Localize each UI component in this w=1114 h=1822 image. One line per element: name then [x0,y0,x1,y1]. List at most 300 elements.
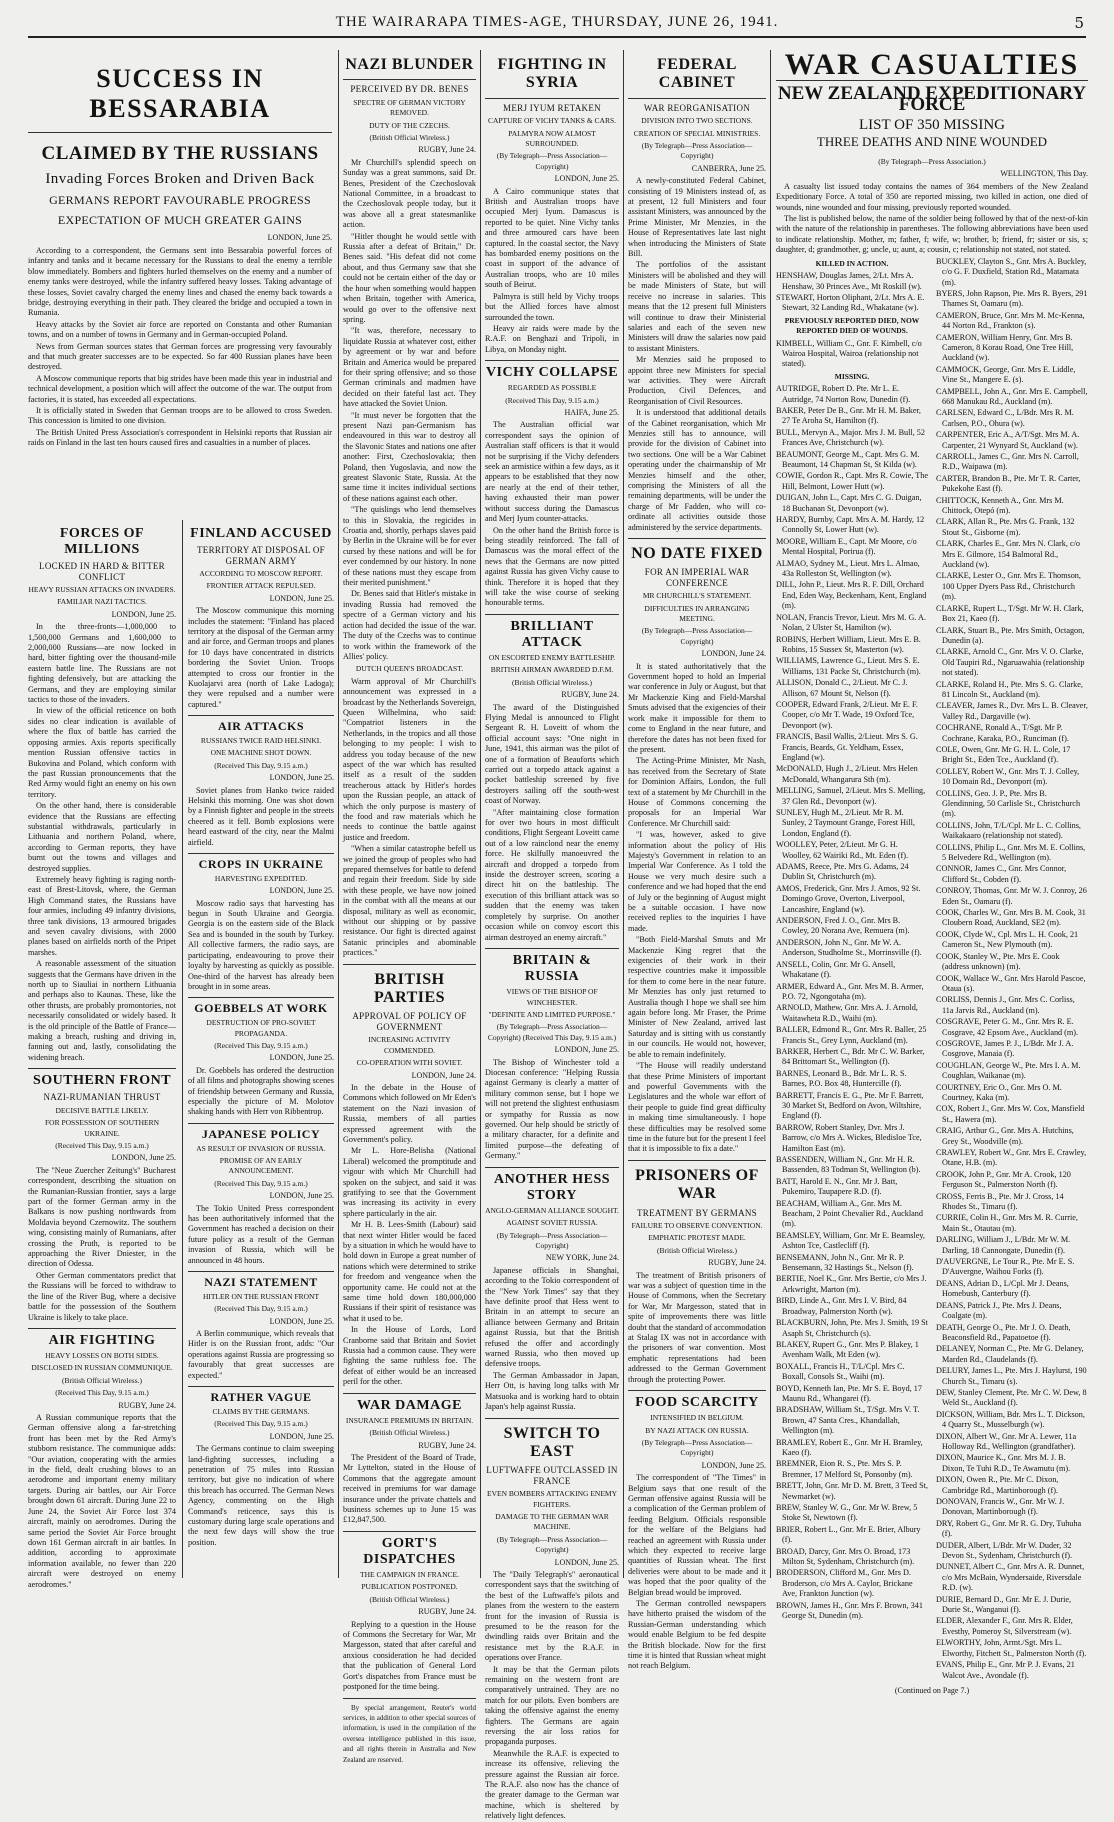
list-item: CLARKE, Roland H., Pte. Mrs S. G. Clarke, 81 Lincoln St., Auckland (m). [936,679,1083,699]
subheadline: CO-OPERATION WITH SOVIET. [356,1058,463,1068]
divider [485,614,619,615]
divider [343,79,476,80]
subheadline: INTENSIFIED IN BELGIUM. [650,1413,744,1423]
paragraph: Heavy air raids were made by the R.A.F. on Benghazi and Tripoli, in Libya, on Monday night. [485,323,619,354]
list-item: DELANEY, Norman C., Pte. Mr G. Delaney, Marden Rd., Claudelands (f). [936,1344,1084,1364]
paragraph: Mr Menzies said he proposed to appoint three new Ministers for special war activities. They were Aircraft Production, Civil Defences, and Reorganisation of Civil Resources. [628,355,766,406]
received-note: (Received This Day, 9.15 a.m.) [214,1304,308,1314]
paragraph: The Tokio United Press correspondent has been authoritatively informed that the Government has reached a decision on their future policy as a result of the German invasion of Russia, which will be announced in 48 hours. [188,1203,334,1265]
casualty-column-left [776,257,928,1682]
paragraph: "It must never be forgotten that the present Nazi pan-Germanism has endeavoured in this war to destroy all the Slavonic States and nations one after another: First, Czechoslovakia; then Poland, then Yugoslavia, and now the greatest Slavonic State, Russia. At the same time it incites individual sections of these nations against each other. [343,410,476,503]
subheadline: DAMAGE TO THE GERMAN WAR MACHINE. [495,1511,609,1532]
paragraph: In the three-fronts—1,000,000 to 1,500,000 Germans and 1,600,000 to 2,000,000 Russians—are now locked in hard, bitter fighting over the thousand-mile eastern battle line. The Russians are not fighting defensively, but are attacking the Germans, and they are employing similar tactics to those of the invaders. [28,622,176,705]
list-item: DONOVAN, Francis W., Gnr. Mr W. J. Donovan, Martinborough (f). [936,1497,1065,1517]
list-item: COOK, Clyde W., Cpl. Mrs L. H. Cook, 21 Cameron St., New Plymouth (m). [936,929,1079,950]
paragraph: The portfolios of the assistant Ministers will be abolished and they will be made Ministers of State, but will receive no increase in salaries. This means that the 12 present full Ministers will continue to draw their Ministerial salaries and each of the seven new Ministers will draw the salaries now paid to assistant Ministers. [628,260,766,353]
list-item: CLARKE, Rupert L., T/Sgt. Mr W. H. Clark, Box 21, Kaeo (f). [936,603,1084,624]
masthead [28,10,1086,38]
dateline: LONDON, June 25. [267,233,332,243]
subheadline: NAZI-RUMANIAN THRUST [43,1092,161,1103]
list-item: BRAMLEY, Robert E., Gnr. Mr H. Bramley, Kaeo (f). [776,1437,923,1457]
list-item: COWIE, Gordon R., Capt. Mrs R. Cowie, The Hill, Belmont, Lower Hutt (w). [776,471,928,491]
paragraph: The President of the Board of Trade, Mr Lyttelton, stated in the House of Commons that the aggregate amount received in premiums for war damage insurance under the private chattels and business schemes up to June 15 was £12,847,500. [343,1453,476,1525]
received-note: (British Official Wireless.) [656,1245,738,1255]
column-1-lower [28,522,176,1589]
subheadline: INCREASING ACTIVITY COMMENDED. [368,1035,451,1055]
list-item: BREMNER, Eion R. S., Pte. Mrs S. P. Bremner, 17 Melford St, Ponsonby (m). [776,1459,913,1479]
paragraph: News from German sources states that German forces are progressing very favourably and that much greater successes are to be expected. So far 400 Russian planes have been destroyed. [28,341,332,372]
list-item: BROAD, Darcy, Gnr. Mrs O. Broad, 173 Milton St, Sydenham, Christchurch (m). [776,1546,915,1567]
paragraph: "I was, however, asked to give information about the policy of His Majesty's Government in relation to an Imperial War Conference. As I told the House we very much desire such a conference and we had hoped that the end of July or the beginning of August might be a suitable occasion. I have now received replies to the inquiries I have made. [628,830,766,933]
paragraph: Mr H. B. Lees-Smith (Labour) said that next winter Hitler would be faced by a situation in which he would have to hold down in Europe a great number of nations which were determined to strike for freedom and vengeance when the opportunity came. He could not at the same time hold down 180,000,000 Russians if their spirit of resistance was what it used to be. [343,1220,476,1323]
divider [188,853,334,854]
subheadline: DISCLOSED IN RUSSIAN COMMUNIQUE. [31,1363,173,1373]
received-note: (British Official Wireless.) [369,133,450,143]
headline: PRISONERS OF WAR [635,1166,759,1203]
received-note: (By Telegraph—Press Association—Copyright) [641,626,753,646]
list-item: CHITTOCK, Kenneth A., Gnr. Mrs M. Chittock, Otepó (m). [936,495,1064,516]
received-note: (Received This Day, 9.15 a.m.) [55,1388,149,1398]
paragraph: The "Neue Zuercher Zeitung's" Bucharest correspondent, describing the situation on the Rumanian-Russian frontier, says a large part of the former German army in the Balkans is now pushing northwards from Moldavia beyond Czernowitz. The southern wing, consisting mainly of Rumanians, after crossing the Pruth, is reported to be approaching the River Dniester, in the direction of Odessa. [28,1165,176,1269]
paragraph: It is officially stated in Sweden that German troops are to be allowed to cross Sweden. This concession is limited to one division. [28,405,332,426]
paragraph: The list is published below, the name of the soldier being followed by that of the next-of-kin with the nature of the relationship in parentheses. The following abbreviations have been used to indicate relationship. Mother, m; father, f; wife, w; brother, b; friend, fr; sister or sis, s; daughter, d; grandmother, g; uncle, u; aunt, a; cousin, c; relationship not stated, not stated. [776,214,1088,255]
divider [188,1271,334,1272]
list-item: COSGRAVE, Peter G. M., Gnr. Mrs R. E. Cosgrave, 42 Epsom Ave., Auckland (m). [936,1017,1079,1037]
received-note: (Received This Day, 9.15 a.m.) [505,395,599,405]
list-item: BUCKLEY, Clayton S., Gnr. Mrs A. Buckley, c/o G. F. Duxfield, Station Rd., Matamata (m). [936,256,1087,287]
list-item: ELDER, Alexander F., Gnr. Mrs R. Elder, Evesthy, Pomeroy St, Silverstream (w). [936,1616,1073,1636]
list-item: EVANS, Philip E., Gnr. Mr P. J. Evans, 21 Walcot Ave., Avondale (f). [936,1660,1075,1680]
newspaper-title: THE WAIRARAPA TIMES-AGE, THURSDAY, JUNE 26, 1941. [335,14,779,30]
list-item: BRODERSON, Clifford M., Gnr. Mrs D. Broderson, c/o Mrs A. Caylor, Brickane Ave, Frankton Junction (w). [776,1568,913,1599]
subheadline: THREE DEATHS AND NINE WOUNDED [816,133,1048,149]
list-item: CURRIE, Colin H., Gnr. Mrs M. R. Currie, Main St., Otautau (m). [936,1213,1078,1233]
headline: SUCCESS IN BESSARABIA [89,64,271,123]
section-heading: KILLED IN ACTION. [815,258,889,268]
list-item: ANSELL, Colin, Gnr. Mr G. Ansell, Whakatane (f). [776,959,896,980]
divider [628,98,766,99]
list-item: BEAMSLEY, William, Gnr. Mr E. Beamsley, Ashton Tce, Castlecliff (f). [776,1230,925,1251]
subheadline: FAILURE TO OBSERVE CONVENTION. [631,1220,763,1230]
list-item: BOXALL, Francis H., T/L/Cpl. Mrs C. Boxall, Consols St., Waihi (m). [776,1361,905,1382]
list-item: BENSEMANN, John N., Gnr. Mr R. P. Bensemann, 32 Hastings St., Nelson (f). [776,1252,914,1273]
subheadline: SPECTRE OF GERMAN VICTORY REMOVED. [353,97,466,118]
list-item: D'AUVERGNE, Le Tour R., Pte. Mr E. S. D'Auvergne, Waihou Forks (f). [936,1257,1075,1277]
list-item: NOLAN, Francis Trevor, Lieut. Mrs M. G. A. Nolan, 2 Ulster St, Hamilton (w). [776,612,926,633]
paragraph: Other German commentators predict that the Russians will be forced to withdraw to the line of the River Bug, where a decisive battle for the possession of the Southern Ukraine is likely to take place. [28,1270,176,1322]
paragraph: In the House of Lords, Lord Cranborne said that Britain and Soviet Russia had a common cause. They were fighting the same ruthless foe. The defeat of either would be an increased peril for the other. [343,1325,476,1387]
subheadline: FRONTIER ATTACK REPULSED. [206,581,316,591]
subheadline: ON ESCORTED ENEMY BATTLESHIP. [488,652,616,662]
subheadline: DUTCH QUEEN'S BROADCAST. [355,664,464,674]
received-note: (Received This Day, 9.15 a.m.) [214,1419,308,1429]
copyright-footnote: By special arrangement, Reuter's world services, in addition to other special sources of information, is used in the compilation of the oversea intelligence published in this issue, and all rights therein in Australia and New Zealand are reserved. [343,1703,476,1764]
dateline: LONDON, June 25. [701,1460,766,1470]
list-item: ANDERSON, Fred J. O., Gnr. Mrs B. Cowley, 20 Norana Ave, Remuera (m). [776,916,910,936]
paragraph: Soviet planes from Hanko twice raided Helsinki this morning. One was shot down by a Finnish fighter and people in the streets cheered as it fell. Bomb explosions were heard eastward of the city, near the Malmi airfield. [188,785,334,847]
dateline: LONDON, June 25. [269,1316,334,1326]
list-item: HARDY, Burnby, Capt. Mrs A. M. Hardy, 12 Connolly St, Lower Hutt (w). [776,515,925,535]
dateline: LONDON, June 24. [701,649,766,659]
column-nazi-blunder [343,50,476,1764]
list-item: CAMERON, Bruce, Gnr. Mrs M. Mc-Kenna, 44 Norton Rd., Frankton (s). [936,310,1085,331]
subheadline: "DEFINITE AND LIMITED PURPOSE." [488,1009,616,1019]
subheadline: CAPTURE OF VICHY TANKS & CARS. [487,116,617,126]
subheadline: DIFFICULTIES IN ARRANGING MEETING. [644,603,750,624]
paragraph: It is understood that additional details of the Cabinet reorganisation, which Mr Menzies still has to announce, will provide for the division of Cabinet into two sections. One will be a War Cabinet operating under the chairmanship of Mr Menzies himself and the other, comprising the Ministers of all the remaining departments, will be under the charge of Mr Fadden, who will co-ordinate all activities outside those administered by the service departments. [628,408,766,532]
dateline: RUGBY, June 24. [708,1258,766,1268]
received-note: (Received This Day, 9.15 a.m.) [214,760,308,770]
received-note: (By Telegraph—Press Association—Copyright) [496,1230,608,1250]
paragraph: A Moscow communique reports that big strides have been made this year in industrial and technical development, a position which will affect the outcome of the war. The output from factories, it is stated, has exceeded all expectations. [28,373,332,404]
list-item: BRADSHAW, William St., T/Sgt. Mrs V. T. Brown, 47 Santa Cres., Khandallah, Wellington (m). [776,1405,920,1436]
list-item: SUNLEY, Hugh M., 2/Lieut. Mr R. M. Sunley, 2 Taymount Grange, Forest Hill, London, England (f). [776,808,915,838]
continued-note: (Continued on Page 7.) [894,1685,970,1695]
list-item: BARNES, Leonard B., Bdr. Mr L. R. S. Barnes, P.O. Box 48, Huntercille (f). [776,1068,907,1089]
paragraph: The Bishop of Winchester told a Diocesan conference: "Helping Russia against Germany is clearly a matter of military common sense, but I hope we will not pretend the slightest enthusiasm or sympathy for Russia as now governed. Our help should be strictly of a military character, for a definite and limited purpose—the defeating of Germany." [485,1057,619,1161]
paragraph: Replying to a question in the House of Commons the Secretary for War, Mr Margesson, stated that after careful and anxious consideration he had decided that the publication of General Lord Gort's dispatches from France must be postponed for the time being. [343,1619,476,1692]
divider [485,948,619,949]
dateline: LONDON, June 25. [554,1557,619,1567]
subheadline: FOR AN IMPERIAL WAR CONFERENCE [644,567,750,588]
list-item: AMOS, Frederick, Gnr. Mrs J. Amos, 92 St. Domingo Grove, Overton, Liverpool, Lancashire, England (w). [776,883,921,914]
paragraph: The British United Press Association's correspondent in Helsinki reports that Russian air raids on Finland in the last ten hours caused fires and casualties in a number of places. [28,427,332,448]
received-note: (By Telegraph—Press Association—Copyright) [496,151,608,171]
subheadline: VIEWS OF THE BISHOP OF WINCHESTER. [506,987,598,1007]
divider [628,1390,766,1391]
subheadline: TERRITORY AT DISPOSAL OF GERMAN ARMY [197,545,325,566]
list-item: CAMPBELL, John A., Gnr. Mrs E. Campbell, 668 Manukau Rd., Auckland (m). [936,386,1088,406]
headline: FINLAND ACCUSED [190,526,332,541]
list-item: DUNNET, Albert C., Gnr. Mrs A. R. Dunnet, c/o Mrs McBain, Wyndersaide, Riversdale R.D. (w). [936,1562,1085,1593]
list-item: DEW, Stanley Clement, Pte. Mr C. W. Dew, 8 Weld St., Auckland (f). [936,1387,1087,1408]
list-item: BLACKBURN, John, Pte. Mrs J. Smith, 19 St Asaph St, Christchurch (s). [776,1318,928,1338]
headline: SWITCH TO EAST [503,1424,601,1460]
list-item: DIXON, Albert W., Gnr. Mr A. Lewer, 11a Holloway Rd., Wellington (grandfather). [936,1431,1077,1451]
subheadline: HEAVY RUSSIAN ATTACKS ON INVADERS. [28,585,176,594]
paragraph: Mr L. Hore-Belisha (National Liberal) welcomed the promptitude and vigour with which Mr Churchill had spoken on the subject, and said it was gratifying to see that the Government was increasing its activity in every sphere particularly in the air. [343,1146,476,1218]
subheadline: HARVESTING EXPEDITED. [214,873,308,883]
dateline: RUGBY, June 24. [418,1607,476,1617]
list-item: CARLSEN, Edward C., L/Bdr. Mrs R. M. Carlsen, P.O., Ohura (w). [936,408,1074,428]
headline: GOEBBELS AT WORK [194,1001,328,1016]
list-item: AUTRIDGE, Robert D. Pte. Mr L. E. Autridge, 74 Norton Row, Dunedin (f). [776,384,911,404]
column-rule [623,50,624,1578]
paragraph: The German controlled newspapers have hitherto praised the wisdom of the Russian-German understanding which would enable Belgium to be fed despite the British blockade. Now for the first time it is hinted that Russian wheat might not reach Belgium. [628,1599,766,1671]
list-item: BEACHAM, William A., Gnr. Mrs M. Beacham, 2 Point Chevalier Rd., Auckland (m). [776,1198,923,1229]
headline: BRITISH PARTIES [373,970,446,1007]
paragraph: A casualty list issued today contains the names of 364 members of the New Zealand Expeditionary Force. A total of 350 are reported missing, two killed in action, one died of wounds, nine wounded and four missing, previously reported wounded. [776,181,1088,212]
list-item: BULL, Mervyn A., Major. Mrs J. M. Bull, 52 Frances Ave, Christchurch (w). [776,427,925,448]
subheadline: TREATMENT BY GERMANS [636,1207,757,1218]
list-item: ANDERSON, John N., Gnr. Mr W. A. Anderson, Studholme St., Morrinsville (f). [776,937,922,958]
paragraph: In view of the official reticence on both sides no clear indication is available of where the flux of battle has carried the opposing armies. Axis reports specifically mention Russian offensive tactics in Bukovina and Poland, which conform with the past Russian pronouncements that the Red Army would fight an enemy on his own territory. [28,706,176,799]
list-item: COLLINS, Geo. J. P., Pte. Mrs B. Glendinning, 50 Carlisle St., Christchurch (m). [936,788,1081,819]
divider [28,1328,176,1329]
list-item: COLLINS, Philip L., Gnr. Mrs M. E. Collins, 5 Belvedere Rd., Wellington (m). [936,842,1086,863]
dateline: LONDON, June 25. [554,174,619,184]
divider [485,1167,619,1168]
list-item: KIMBELL, William C., Gnr. F. Kimbell, c/o Wairoa Hospital, Wairoa (relationship not stated). [776,338,922,369]
paragraph: "It was, therefore, necessary to liquidate Russia at whatever cost, either by agreement or by war and before Britain and America would be prepared for their spring offensive; and so those German criminals and madmen have decided on their fateful last act. They have attacked the Soviet Union. [343,326,476,409]
dateline: LONDON, June 24. [411,1070,476,1080]
paragraph: Dr. Benes said that Hitler's mistake in invading Russia had removed the spectre of a German victory and his action had decided the issue of the war. The duty of the Czechs was to continue to work within the framework of the Allies' policy. [343,589,476,661]
received-note: (By Telegraph—Press Association.) [878,157,986,167]
subheadline: HITLER ON THE RUSSIAN FRONT [202,1291,320,1301]
paragraph: The Moscow communique this morning includes the statement: "Finland has placed territory at the disposal of the German army and air force, and German troops and planes for 10 days have concentrated in districts bordering the Soviet Union. Troops attempted to cross our frontier in the Kuolajarvi area (north of Lake Ladoga); they were repulsed and a number were captured." [188,606,334,709]
list-item: COOK, Wallace W., Gnr. Mrs Harold Pascoe, Otaua (s). [936,973,1086,993]
list-item: DURIE, Bernard D., Gnr. Mr E. J. Durie, Durie St., Wanganui (f). [936,1594,1072,1615]
list-item: WILLIAMS, Lawrence G., Lieut. Mrs S. E. Williams, 131 Packe St, Christchurch (m). [776,656,921,676]
subheadline: WAR REORGANISATION [643,102,751,113]
list-item: COLE, Owen, Gnr. Mr G. H. L. Cole, 17 Bright St., Eden Tce., Auckland (f). [936,744,1071,765]
subheadline: ONE MACHINE SHOT DOWN. [210,748,312,758]
list-item: CARPENTER, Eric A., A/T/Sgt. Mrs M. A. Carpenter, 21 Wynyard St, Auckland (w). [936,430,1080,450]
subheadline: THE CAMPAIGN IN FRANCE. [360,1570,459,1580]
divider [343,964,476,965]
paragraph: A Russian communique reports that the German offensive along a far-stretching front has been met by the Red Army's stubborn resistance. The communique adds: "Our aviation, cooperating with the armies in the field, dealt crushing blows to an aerodrome and important enemy military targets. During air battles, our Air Force brought down 61 aircraft. During June 22 to June 24, the Soviet Air Force lost 374 aircraft, mainly on aerodromes. During the same period the Soviet Air Force brought down 161 German aircraft in air battles. In addition, according to approximate information available, no fewer than 220 aircraft were destroyed on enemy aerodromes." [28,1413,176,1589]
list-item: COURTNEY, Eric O., Gnr. Mrs O. M. Courtney, Kaka (m). [936,1082,1062,1102]
subheadline: EXPECTATION OF MUCH GREATER GAINS [57,212,303,227]
subheadline: PUBLICATION POSTPONED. [361,1582,458,1592]
paragraph: "The House will readily understand that these Prime Ministers of important and powerful Governments with the Legislatures and the whole war effort of their people to guide find great difficulty in making time simultaneously. I hope these difficulties may be resolved some time in the future but for the present I feel that it is impossible to fix a date." [628,1061,766,1154]
paragraph: Warm approval of Mr Churchill's announcement was expressed in a broadcast by the Netherlands Sovereign, Queen Wilhelmina, who said: "Compatriot listeners in the Netherlands, in the tropics and all those belonging to my people: I wish to address you today because of the new aspect of the war which has resulted itself as a result of the sudden treacherous attack by Hitler's hordes upon the Russian people, an attack of which the only purpose is mastery of the food and raw materials which he needs to continue the battle against justice and freedom. [343,676,476,842]
subheadline: HEAVY LOSSES ON BOTH SIDES. [45,1351,159,1360]
casualty-column-right [936,257,1088,1682]
list-item: BREW, Stanley W. G., Gnr. Mr W. Brew, 5 Stoke St, Newtown (f). [776,1503,918,1523]
received-note: (By Telegraph—Press Association—Copyright) [641,141,753,161]
received-note: (British Official Wireless.) [511,677,593,687]
list-item: MELLING, Samuel, 2/Lieut. Mrs S. Melling, 37 Glen Rd., Devonport (w). [776,786,926,806]
list-item: COCHRANE, Ronald A., T/Sgt. Mr P. Cochrane, Karaka, P.O., Runciman (f). [936,723,1069,743]
list-item: COLLINS, John, T/L/Cpl. Mr L. C. Collins, Waikakaaro (relationship not stated). [936,820,1081,841]
received-note: (By Telegraph—Press Association—Copyright) [641,1437,753,1458]
list-item: COOK, Charles W., Gnr. Mrs B. M. Cook, 31 Cloubern Road, Auckland, SE2 (m). [936,908,1086,928]
subheadline: CLAIMS BY THE GERMANS. [212,1406,310,1416]
list-item: CARTER, Brandon B., Pte. Mr T. R. Carter, Pukekohe East (f). [936,473,1081,494]
list-item: DELURY, James L., Pte. Mrs J. Haylurst, 190 Church St., Timaru (s). [936,1366,1087,1386]
received-note: (Received This Day, 9.15 a.m.) [214,1040,308,1050]
list-item: COOK, Stanley W., Pte. Mrs E. Cook (address unknown) (m). [936,951,1060,972]
dateline: LONDON, June 25. [269,1431,334,1441]
headline: AIR ATTACKS [217,719,305,734]
subheadline: AGAINST SOVIET RUSSIA. [506,1218,598,1228]
list-item: DEANS, Patrick J., Pte. Mrs J. Deans, Coalgate (m). [936,1300,1062,1321]
list-item: ALMAO, Sydney M., Lieut. Mrs L. Almao, 43a Rolleston St, Wellington (w). [776,558,920,579]
list-item: ADAMS, Reece, Pte. Mrs G. Adams, 24 Dublin St, Christchurch (m). [776,862,909,882]
list-item: BARKER, Herbert C., Bdr. Mr C. W. Barker, 84 Brittomart St., Wellington (f). [776,1046,925,1067]
paragraph: The German Ambassador in Japan, Herr Ott, is having long talks with Mr Matsuoka and is working hard to obtain Japan's help against Russia. [485,1370,619,1412]
subheadline: ACCORDING TO MOSCOW REPORT. [199,568,323,578]
list-item: DILL, John P., Lieut. Mrs R. F. Dill, Orchard End, Eden Way, Beckenham, Kent, England (m). [776,580,927,611]
paragraph: "The quislings who lend themselves to this in Slovakia, the regicides in Croatia and, shortly, perhaps slaves paid by Berlin in the Ukraine will be for ever cursed by these nations and will be for ever condemned by our history. In none of these nations must they escape from their merited punishment." [343,505,476,588]
divider [28,1068,176,1069]
list-item: DARLING, William J., L/Bdr. Mr W. M. Darling, 18 Cannongate, Dunedin (f). [936,1235,1071,1255]
list-item: ARMER, Edward A., Gnr. Mrs M. B. Armer, P.O. 72, Ngongotaha (m). [776,981,924,1001]
paragraph: A Cairo communique states that British and Australian troops have occupied Merj Iyum. Damascus is reported to be quiet. Nine Vichy tanks and three armoured cars have been captured. In the coastal sector, the Navy has bombarded enemy positions on the coast in support of the advance of Australian troops, who are 10 miles south of Beirut. [485,186,619,290]
paragraph: On the other hand, there is considerable evidence that the Russians are effecting substantial withdrawals, particularly in Lithuania and northern Poland, where, according to German reports, they have burnt out the towns and villages and destroyed supplies. [28,801,176,873]
headline: BRITAIN & RUSSIA [512,952,592,984]
received-note: (Received This Day, 9.15 a.m.) [214,1178,308,1188]
divider [485,360,619,361]
subheadline: AS RESULT OF INVASION OF RUSSIA. [196,1143,326,1153]
list-item: CLARK, Charles E., Gnr. Mrs N. Clark, c/o Mrs E. Gilmore, 154 Balmoral Rd., Auckland (w). [936,539,1080,570]
paragraph: Palmyra is still held by Vichy troops but the Allied forces have almost surrounded the town. [485,291,619,322]
paragraph: A Berlin communique, which reveals that Hitler is on the Russian front, adds: "Our operations against Russia are progressing so favourably that great successes are expected." [188,1329,334,1380]
divider [188,997,334,998]
dateline: RUGBY, June 24. [418,145,476,155]
received-note: (British Official Wireless.) [369,1428,450,1438]
divider [28,132,332,133]
received-note: (British Official Wireless.) [369,1594,450,1604]
paragraph: The correspondent of "The Times" in Belgium says that one result of the German offensive against Russia will be a complication of the German problem of feeding Belgium. Officials responsible for the welfare of the Belgians had reached an agreement with Russia under which they expected to receive large quantities of Russian wheat. The first deliveries were about to be made and it was hoped that the poor quality of the Belgian bread would be improved. [628,1473,766,1597]
list-item: DUIGAN, John L., Capt. Mrs C. G. Duigan, 18 Buchanan St, Devonport (w). [776,493,922,513]
list-item: CROOK, John P., Gnr. Mr A. Crook, 120 Ferguson St., Palmerston North (f). [936,1169,1071,1190]
paragraph: According to a correspondent, the Germans sent into Bessarabia powerful forces of infantry and tanks and it became necessary for the Russians to deal the enemy a terrible blow immediately. Bombers and fighters hurled themselves on the enemy and a number of enemy tanks were destroyed, while the infantry suffered heavy losses. Taking advantage of these losses, Soviet cavalry charged the enemy lines and chased the enemy back towards a bridge, destroying everything in their path. They cleared the bridge and occupied a town in Rumania. [28,245,332,318]
paragraph: The Germans continue to claim sweeping land-fighting successes, including a penetration of 75 miles into Russian territory, but give no indication of where this breach has occurred. The German News Agency, commenting on the High Command's reticence, says this is customary during large scale operations and the next few days will show the true position. [188,1444,334,1547]
paragraph: The treatment of British prisoners of war was a subject of question time in the House of Commons, when the Secretary for War, Mr Margesson, stated that in spite of improvements there was little doubt that the standard of accommodation at Stalag IX was not in accordance with the prisoners of war convention. Most emphatic representations had been addressed to the German Government through the protecting Power. [628,1270,767,1384]
list-item: CRAWLEY, Robert W., Gnr. Mrs E. Crawley, Otane, H.B. (m). [936,1148,1087,1168]
paragraph: The "Daily Telegraph's" aeronautical correspondent says that the switching of the best of the Luftwaffe's pilots and planes from the western to the eastern front for the invasion of Russia is presumed to be the reason for the dwindling raids over Britain and the resistance met by the R.A.F. in operations over France. [485,1569,619,1663]
list-item: CORLISS, Dennis J., Gnr. Mrs C. Corliss, 11a Jarvis Rd., Auckland (m). [936,995,1075,1015]
list-item: HENSHAW, Douglas James, 2/Lt. Mrs A. Henshaw, 30 Princes Ave., Mt Roskill (w). [776,271,922,291]
headline: BRILLIANT ATTACK [510,618,594,650]
divider [188,1123,334,1124]
paragraph: It is stated authoritatively that the Government hoped to hold an Imperial war conference in July or August, but that Mr Mackenzie King and Field-Marshal Smuts advised that the exigencies of their work make it impossible for them to come to England in the near future, and therefore the dates has not been fixed for the present. [628,661,766,754]
subheadline: PERCEIVED BY DR. BENES [350,84,469,95]
column-rule [182,520,183,1578]
list-item: COSGROVE, James P. J., L/Bdr. Mr J. A. Cosgrove, Manaia (f). [936,1038,1074,1059]
subheadline: GERMANS REPORT FAVOURABLE PROGRESS [49,192,311,207]
list-item: CLARKE, Arnold C., Gnr. Mrs V. O. Clarke, Old Taupiri Rd., Ngaruawahia (relationship not stated). [936,647,1085,678]
column-rule [480,50,481,1578]
subheadline: EMPHATIC PROTEST MADE. [648,1233,746,1243]
article-war-casualties [776,48,1088,1695]
dateline: NEW YORK, June 24. [545,1253,619,1263]
headline: CROPS IN UKRAINE [198,857,324,872]
received-note: (By Telegraph—Press Association—Copyright) (Received This Day, 9.15 a.m.) [487,1022,617,1042]
paragraph: The Acting-Prime Minister, Mr Nash, has received from the Secretary of State for Dominion Affairs, London, the full text of a statement by Mr Churchill in the House of Commons concerning the proposals for an Imperial War Conference. Mr Churchill said: [628,756,766,828]
list-item: COUGHLAN, George W., Pte. Mrs I. A. M. Coughlan, Waikanae (m). [936,1060,1081,1081]
list-item: BARROW, Robert Stanley, Dvr. Mrs J. Barrow, c/o Mrs A. Wickes, Bledisloe Tce, Hamilton East (m). [776,1122,922,1153]
column-rule [338,50,339,1578]
list-item: CLARK, Allan R., Pte. Mrs G. Frank, 132 Stout St., Gisborne (m). [936,517,1075,537]
headline: GORT'S DISPATCHES [363,1535,456,1567]
list-item: BARRETT, Francis E. G., Pte. Mr F. Barrett, 30 Market St, Bedford on Avon, Wiltshire, England (f). [776,1090,924,1121]
paragraph: On the other hand the British force is being steadily reinforced. The fall of Damascus was the moral effect of the news that the Germans are now pitted against Russia has given Vichy cause to think. Therefore it is hoped that they will take the wise course of seeking honourable terms. [485,525,619,608]
list-item: CLEAVER, James R., Dvr. Mrs L. B. Cleaver, Valley Rd., Dargaville (w). [936,701,1088,721]
subheadline: DIVISION INTO TWO SECTIONS. [641,116,753,126]
headline: NAZI BLUNDER [345,56,474,73]
list-item: BALLER, Edmond R., Gnr. Mrs R. Baller, 25 Francis St., Grey Lynn, Auckland (m). [776,1025,927,1045]
paragraph: "When a similar catastrophe befell us we joined the group of peoples who had prepared themselves for battle to defend and regain their freedom. Side by side with these people, we have now joined in the combat with all the means at our disposal, military as well as economic, without our shipping or by passive resistance. Our fight is directed against Satanic principles and abominable practices." [343,844,476,958]
dateline: LONDON, June 25. [554,1045,619,1055]
subheadline: PALMYRA NOW ALMOST SURROUNDED. [508,128,596,148]
list-item: STEWART, Horton Oliphant, 2/Lt. Mrs A. E. Stewart, 32 Landing Rd., Whakatane (w). [776,292,925,313]
dateline: HAIFA, June 25. [564,408,619,418]
subheadline: LIST OF 350 MISSING [859,117,1005,134]
list-item: BATT, Harold E. N., Gnr. Mr J. Batt, Pukemiro, Taupapere R.D. (f). [776,1176,898,1197]
list-item: WOOLLEY, Peter, 2/Lieut. Mr G. H. Woolley, 62 Wairiki Rd., Mt. Eden (f). [776,840,909,860]
subheadline: CLAIMED BY THE RUSSIANS [41,142,319,164]
list-item: CONROY, Thomas, Gnr. Mr W. J. Conroy, 26 Eden St., Oamaru (f). [936,886,1087,906]
divider [343,1698,476,1699]
list-item: CLARKE, Lester O., Gnr. Mrs E. Thomson, 100 Upper Dyers Pass Rd., Christchurch (m). [936,571,1081,602]
dateline: LONDON, June 25. [111,609,176,619]
paragraph: It may be that the German pilots remaining on the western front are comparatively untrained. They are no match for our pilots. Even bombers are taking the offensive against the enemy fighters. The Germans are again reversing the air loss ratios for propaganda purposes. [485,1664,619,1747]
headline: SOUTHERN FRONT [32,1073,172,1089]
subheadline: BRITISH AIRMAN AWARDED D.F.M. [490,665,614,675]
subheadline: APPROVAL OF POLICY OF GOVERNMENT [352,1011,467,1032]
received-note: (By Telegraph—Press Association—Copyright) [496,1534,608,1555]
subheadline: ANGLO-GERMAN ALLIANCE SOUGHT. [485,1205,619,1215]
paragraph: Heavy attacks by the Soviet air force are reported on Constanta and other Rumanian towns, and on a number of towns in Germany and in German-occupied Poland. [28,319,332,340]
headline: ANOTHER HESS STORY [493,1171,611,1203]
list-item: CRAIG, Arthur G., Gnr. Mrs A. Hutchins, Grey St., Woodville (m). [936,1126,1074,1146]
paragraph: "Hitler thought he would settle with Russia after a defeat of Britain," Dr. Benes said. "His defeat did not come about, and thus Germany saw that she could not be certain either of the day or the hour when something would happen when Britain, together with America, would go over to the offensive next spring. [343,231,476,324]
paragraph: A newly-constituted Federal Cabinet, consisting of 19 Ministers instead of, as at present, 12 full Ministers and four assistant Ministers, was announced by the Prime Minister, Mr Menzies, in the House of Representatives late last night when introducing the Ministers of State Bill. [628,176,766,259]
subheadline: FOR POSSESSION OF SOUTHERN UKRAINE. [45,1118,159,1138]
subheadline: Invading Forces Broken and Driven Back [45,170,315,187]
column-finland [188,522,334,1580]
list-item: CAMERON, William Henry, Gnr. Mrs B. Cameron, 8 Korau Road, One Tree Hill, Auckland (w). [936,332,1074,363]
paragraph: Moscow radio says that harvesting has begun in South Ukraine and Georgia. Georgia is on the eastern side of the Black Sea and is bounded in the south by Turkey. All collective farmers, the radio says, are participating, endeavouring to prove their loyalty by harvesting as quickly as possible. One-third of the harvest has already been brought in in some areas. [188,898,334,991]
list-item: BLAKEY, Rupert G., Gnr. Mrs P. Blakey, 1 Avenham Walk, Mt Eden (w). [776,1339,919,1360]
list-item: DUDER, Albert, L/Bdr. Mr W. Duder, 32 Devon St., Sydenham, Christchurch (f). [936,1540,1073,1561]
section-heading: PREVIOUSLY REPORTED DIED, NOW REPORTED DIED OF WOUNDS. [784,315,920,336]
list-item: CROSS, Ferris B., Pte. Mr J. Cross, 14 Rhodes St., Timaru (f). [936,1191,1064,1212]
paragraph: The award of the Distinguished Flying Medal is announced to Flight Sergeant R. H. Loveitt of whom the official account says: "One night in June, 1941, this airman was the pilot of one of a formation of Beauforts which carried out a torpedo attack against a pocket battleship screened by five destroyers sailing off the south-west coast of Norway. [485,702,619,806]
list-item: ALLISON, Donald C., 2/Lieut. Mr C. J. Allison, 67 Mount St, Nelson (f). [776,678,908,698]
list-item: CONNOR, James C., Gnr. Mrs Connor, Clifford St., Cobden (f). [936,864,1067,884]
column-federal-cabinet [628,50,767,1671]
list-item: BYERS, John Rapson, Pte. Mrs R. Byers, 291 Thames St, Oamaru (m). [936,288,1088,309]
dateline: LONDON, June 25. [269,1053,334,1063]
headline: VICHY COLLAPSE [485,365,619,381]
headline: FORCES OF MILLIONS [59,526,145,558]
paragraph: A reasonable assessment of the situation suggests that the Germans have driven in the north up to Siauliai in northern Lithuania and perhaps also to Kaunas. These, like the other thrusts, are probably promontories, not necessarily consolidated or widely based. It is the old principle of the Battle of France—making a breach, rushing and driving in, fanning out and, lastly, consolidating the widening breach. [28,959,176,1062]
list-item: FRANCIS, Basil Wallis, 2/Lieut. Mrs S. G. Francis, Beards, Gt. Yeldham, Essex, England (w). [776,732,918,762]
list-item: BRIER, Robert L., Gnr. Mr E. Brier, Albury (f). [776,1524,921,1545]
list-item: ARNOLD, Mathew, Gnr. Mrs A. J. Arnold, Waitawheta R.D., Waihi (m). [776,1003,918,1023]
list-item: BAKER, Peter De B., Gnr. Mr H. M. Baker, 27 Te Aroha St, Hamilton (f). [776,405,921,426]
dateline: RUGBY, June 24. [118,1400,176,1410]
dateline: RUGBY, June 24. [418,1440,476,1450]
list-item: BOYD, Kenneth Ian, Pte. Mr S. E. Boyd, 17 Maunu Rd., Whangarei (f). [776,1383,922,1403]
list-item: CLARK, Stuart B., Pte. Mrs Smith, Octagon, Dunedin (a). [936,625,1085,645]
headline: AIR FIGHTING [48,1332,156,1348]
received-note: (Received This Day, 9.15 a.m.) [55,1141,149,1150]
list-item: COLLEY, Robert W., Gnr. Mrs T. J. Colley, 10 Domain Rd., Devonport (m). [936,766,1080,787]
subheadline: NEW ZEALAND EXPEDITIONARY FORCE [777,83,1087,115]
list-item: DEATH, George O., Pte. Mr J. O. Death, Beaconsfield Rd., Papatoetoe (f). [936,1322,1071,1342]
list-item: COX, Robert J., Gnr. Mrs W. Cox, Mansfield St., Hawera (m). [936,1104,1085,1124]
list-item: DEANS, Adrian D., L/Cpl. Mr J. Deans, Homebush, Canterbury (f). [936,1278,1069,1299]
paragraph: In the debate in the House of Commons which followed on Mr Eden's statement on the Nazi invasion of Russia, members of all parties expressed agreement with the Government's policy. [343,1082,476,1144]
list-item: BASSENDEN, William N., Gnr. Mr H. R. Bassenden, 83 Todman St, Wellington (b). [776,1155,921,1175]
divider [188,715,334,716]
list-item: CARROLL, James C., Gnr. Mrs N. Carroll, R.D., Waipawa (m). [936,452,1079,472]
headline: WAR CASUALTIES [784,48,1080,81]
subheadline: DECISIVE BATTLE LIKELY. [55,1105,149,1115]
divider [188,1386,334,1387]
subheadline: LUFTWAFFE OUTCLASSED IN FRANCE [486,1465,618,1486]
paragraph: Mr Churchill's splendid speech on Sunday was a great summons, said Dr. Benes, President of the Czechoslovak National Committee, in a broadcast to the Czechoslovak people today, but it was above all a great statesmanlike action. [343,157,476,230]
dateline: LONDON, June 25. [269,773,334,783]
paragraph: "Both Field-Marshal Smuts and Mr Mackenzie King regret that the exigencies of their work in their respective countries make it impossible for them to come here in the near future. Mr Menzies has only just returned to Australia though I hope we shall see him again before long. Mr Fraser, the Prime Minister of New Zealand, arrived last Saturday and is sitting with us constantly in our councils. He would not, however, be able to remain indefinitely. [628,935,766,1059]
list-item: BRETT, John, Gnr. Mr D. M. Brett, 3 Teed St, Newmarket (w). [776,1481,928,1501]
subheadline: PROMISE OF AN EARLY ANNOUNCEMENT. [219,1155,303,1176]
